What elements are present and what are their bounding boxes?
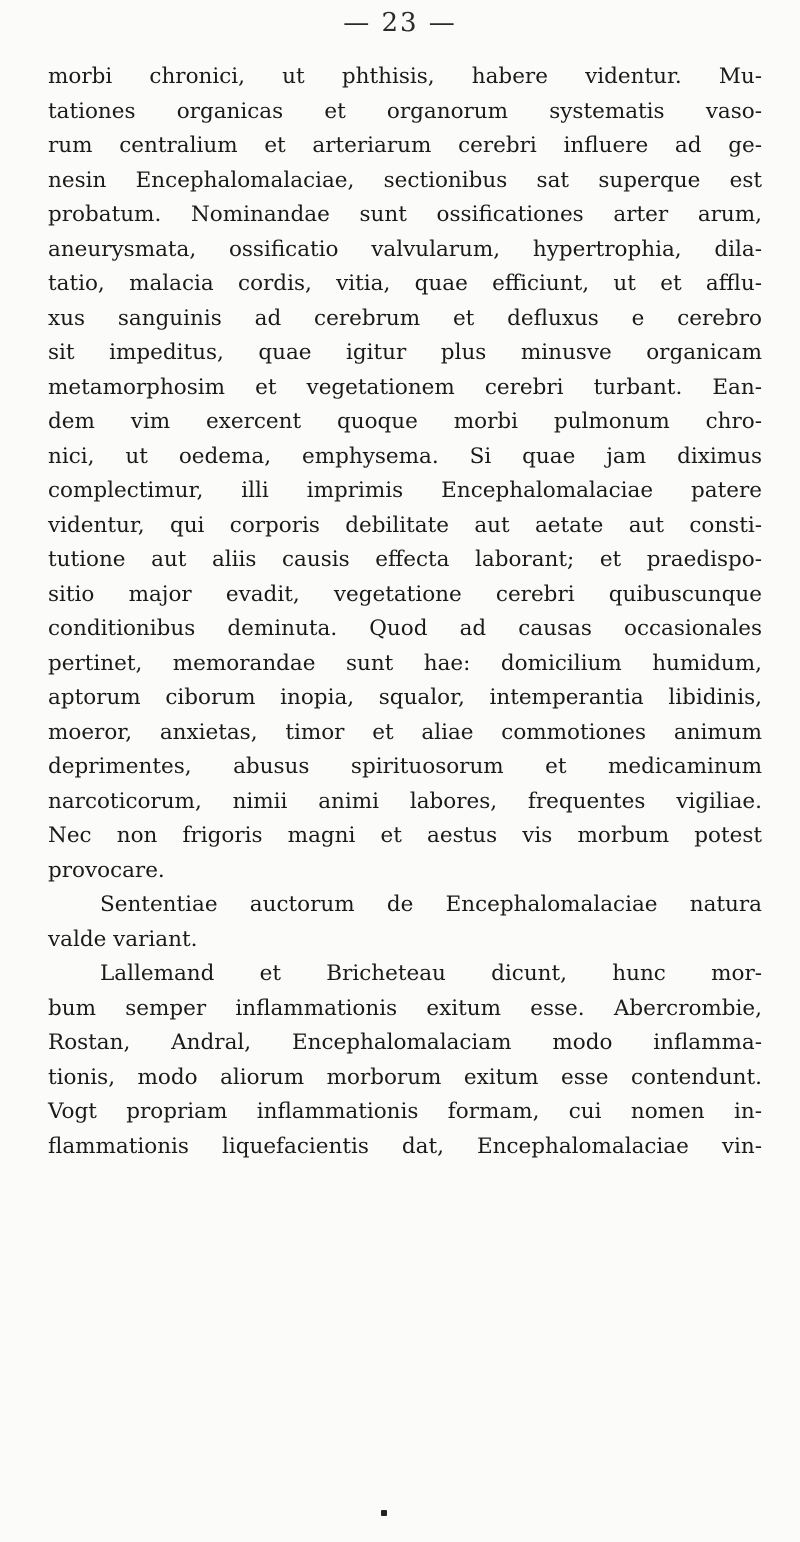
text-line: tutione aut aliis causis effecta laborant; et praedispo- bbox=[48, 547, 762, 572]
text-line: morbi chronici, ut phthisis, habere videntur. Mu- bbox=[48, 64, 762, 89]
text-line: complectimur, illi imprimis Encephalomalaciae patere bbox=[48, 478, 762, 503]
text-line: dem vim exercent quoque morbi pulmonum chro- bbox=[48, 409, 762, 434]
text-line: Vogt propriam inflammationis formam, cui nomen in- bbox=[48, 1099, 762, 1124]
paragraph-start-line: Lallemand et Bricheteau dicunt, hunc mor- bbox=[100, 961, 762, 986]
text-line: narcoticorum, nimii animi labores, frequentes vigiliae. bbox=[48, 788, 762, 814]
text-line: rum centralium et arteriarum cerebri influere ad ge- bbox=[48, 133, 762, 158]
text-line: provocare. bbox=[48, 857, 165, 883]
text-line: sitio major evadit, vegetatione cerebri quibuscunque bbox=[48, 581, 762, 607]
text-line: Nec non frigoris magni et aestus vis morbum potest bbox=[48, 823, 762, 848]
body-text bbox=[48, 60, 762, 1164]
paragraph-start-line: Sententiae auctorum de Encephalomalaciae natura bbox=[100, 892, 762, 917]
text-line: tatio, malacia cordis, vitia, quae efficiunt, ut et afflu- bbox=[48, 271, 762, 296]
text-line: valde variant. bbox=[48, 926, 198, 952]
text-line: videntur, qui corporis debilitate aut aetate aut consti- bbox=[48, 512, 762, 538]
text-line: tionis, modo aliorum morborum exitum esse contendunt. bbox=[48, 1064, 762, 1090]
text-line: sit impeditus, quae igitur plus minusve organicam bbox=[48, 340, 762, 365]
text-line: conditionibus deminuta. Quod ad causas occasionales bbox=[48, 616, 762, 641]
print-mark bbox=[381, 1510, 387, 1516]
text-line: pertinet, memorandae sunt hae: domicilium humidum, bbox=[48, 650, 762, 676]
text-line: bum semper inflammationis exitum esse. Abercrombie, bbox=[48, 995, 762, 1021]
page-number: — 23 — bbox=[343, 8, 457, 38]
text-line: deprimentes, abusus spirituosorum et medicaminum bbox=[48, 754, 762, 779]
text-line: moeror, anxietas, timor et aliae commotiones animum bbox=[48, 719, 762, 745]
text-line: tationes organicas et organorum systematis vaso- bbox=[48, 98, 762, 124]
text-line: Rostan, Andral, Encephalomalaciam modo inflamma- bbox=[48, 1030, 762, 1055]
text-line: aptorum ciborum inopia, squalor, intemperantia libidinis, bbox=[48, 685, 762, 710]
text-line: probatum. Nominandae sunt ossificationes arter arum, bbox=[48, 202, 762, 227]
text-line: metamorphosim et vegetationem cerebri turbant. Ean- bbox=[48, 374, 762, 400]
text-line: xus sanguinis ad cerebrum et defluxus e cerebro bbox=[48, 305, 762, 331]
text-line: nici, ut oedema, emphysema. Si quae jam diximus bbox=[48, 443, 762, 469]
text-line: flammationis liquefacientis dat, Encephalomalaciae vin- bbox=[48, 1133, 762, 1159]
text-line: nesin Encephalomalaciae, sectionibus sat superque est bbox=[48, 167, 762, 193]
text-line: aneurysmata, ossificatio valvularum, hypertrophia, dila- bbox=[48, 236, 762, 262]
